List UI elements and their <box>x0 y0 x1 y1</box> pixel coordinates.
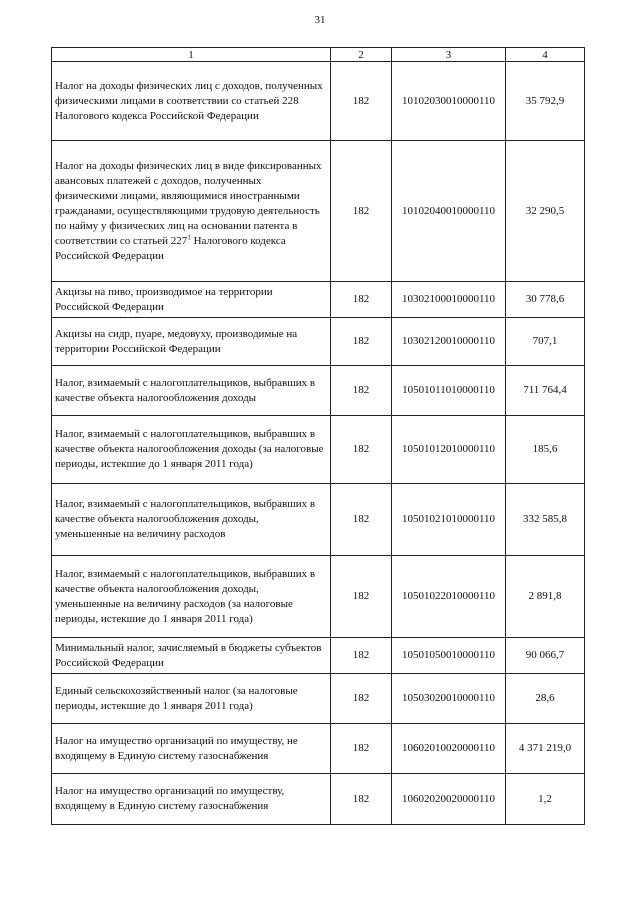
column-header-3: 3 <box>392 48 506 62</box>
row-name-part: Налогового кодекса Российской Федерации <box>55 234 286 262</box>
row-name-part: Налог на доходы физических лиц в виде фиксированных авансовых платежей с доходов, полученных физическими лицами, являющимися иностранными гражданами, осуществляющими трудовую деятельность по найму у физических лиц на основании патента в соответствии со статьей 227 <box>55 159 322 247</box>
table-row <box>52 724 585 774</box>
row-admin-code: 182 <box>331 774 392 825</box>
table-row <box>52 318 585 366</box>
row-value: 35 792,9 <box>506 62 585 141</box>
row-value: 1,2 <box>506 774 585 825</box>
row-admin-code: 182 <box>331 556 392 638</box>
column-header-1: 1 <box>52 48 331 62</box>
row-name: Налог на имущество организаций по имуществу, не входящему в Единую систему газоснабжения <box>52 724 331 774</box>
row-budget-code: 10102030010000110 <box>392 62 506 141</box>
row-admin-code: 182 <box>331 366 392 416</box>
row-name: Акцизы на пиво, производимое на территории Российской Федерации <box>52 282 331 318</box>
row-name: Единый сельскохозяйственный налог (за налоговые периоды, истекшие до 1 января 2011 года) <box>52 674 331 724</box>
row-budget-code: 10501021010000110 <box>392 484 506 556</box>
row-value: 30 778,6 <box>506 282 585 318</box>
row-name: Налог на доходы физических лиц с доходов, полученных физическими лицами в соответствии со статьей 228 Налогового кодекса Российской Федерации <box>52 62 331 141</box>
row-value: 707,1 <box>506 318 585 366</box>
table-row <box>52 674 585 724</box>
row-name: Налог, взимаемый с налогоплательщиков, выбравших в качестве объекта налогообложения доходы <box>52 366 331 416</box>
row-name: Акцизы на сидр, пуаре, медовуху, производимые на территории Российской Федерации <box>52 318 331 366</box>
row-value: 711 764,4 <box>506 366 585 416</box>
row-value: 332 585,8 <box>506 484 585 556</box>
row-name-superscript: 1 <box>187 232 191 241</box>
table-row <box>52 366 585 416</box>
row-value: 28,6 <box>506 674 585 724</box>
row-name: Налог, взимаемый с налогоплательщиков, выбравших в качестве объекта налогообложения доходы, уменьшенные на величину расходов <box>52 484 331 556</box>
row-budget-code: 10501011010000110 <box>392 366 506 416</box>
row-admin-code: 182 <box>331 674 392 724</box>
table-row <box>52 638 585 674</box>
table-row <box>52 416 585 484</box>
row-name: Налог, взимаемый с налогоплательщиков, выбравших в качестве объекта налогообложения доходы, уменьшенные на величину расходов (за налоговые периоды, истекшие до 1 января 2011 года) <box>52 556 331 638</box>
row-budget-code: 10602020020000110 <box>392 774 506 825</box>
row-value: 90 066,7 <box>506 638 585 674</box>
row-budget-code: 10302100010000110 <box>392 282 506 318</box>
row-budget-code: 10501012010000110 <box>392 416 506 484</box>
row-value: 2 891,8 <box>506 556 585 638</box>
table-row <box>52 62 585 141</box>
table-row <box>52 282 585 318</box>
row-value: 185,6 <box>506 416 585 484</box>
row-budget-code: 10602010020000110 <box>392 724 506 774</box>
revenue-table <box>51 47 585 825</box>
table-header-row <box>52 48 585 62</box>
row-budget-code: 10501050010000110 <box>392 638 506 674</box>
row-name: Налог на имущество организаций по имуществу, входящему в Единую систему газоснабжения <box>52 774 331 825</box>
row-budget-code: 10102040010000110 <box>392 141 506 282</box>
table-row <box>52 556 585 638</box>
row-budget-code: 10501022010000110 <box>392 556 506 638</box>
table-row <box>52 484 585 556</box>
row-value: 32 290,5 <box>506 141 585 282</box>
column-header-2: 2 <box>331 48 392 62</box>
row-name <box>52 141 331 282</box>
table-row <box>52 141 585 282</box>
row-admin-code: 182 <box>331 282 392 318</box>
row-admin-code: 182 <box>331 141 392 282</box>
table-row <box>52 774 585 825</box>
page-number: 31 <box>314 14 326 26</box>
column-header-4: 4 <box>506 48 585 62</box>
row-admin-code: 182 <box>331 416 392 484</box>
row-name: Минимальный налог, зачисляемый в бюджеты субъектов Российской Федерации <box>52 638 331 674</box>
row-value: 4 371 219,0 <box>506 724 585 774</box>
row-admin-code: 182 <box>331 724 392 774</box>
row-admin-code: 182 <box>331 318 392 366</box>
row-budget-code: 10503020010000110 <box>392 674 506 724</box>
row-admin-code: 182 <box>331 638 392 674</box>
row-budget-code: 10302120010000110 <box>392 318 506 366</box>
row-admin-code: 182 <box>331 484 392 556</box>
row-admin-code: 182 <box>331 62 392 141</box>
row-name: Налог, взимаемый с налогоплательщиков, выбравших в качестве объекта налогообложения доходы (за налоговые периоды, истекшие до 1 января 2011 года) <box>52 416 331 484</box>
